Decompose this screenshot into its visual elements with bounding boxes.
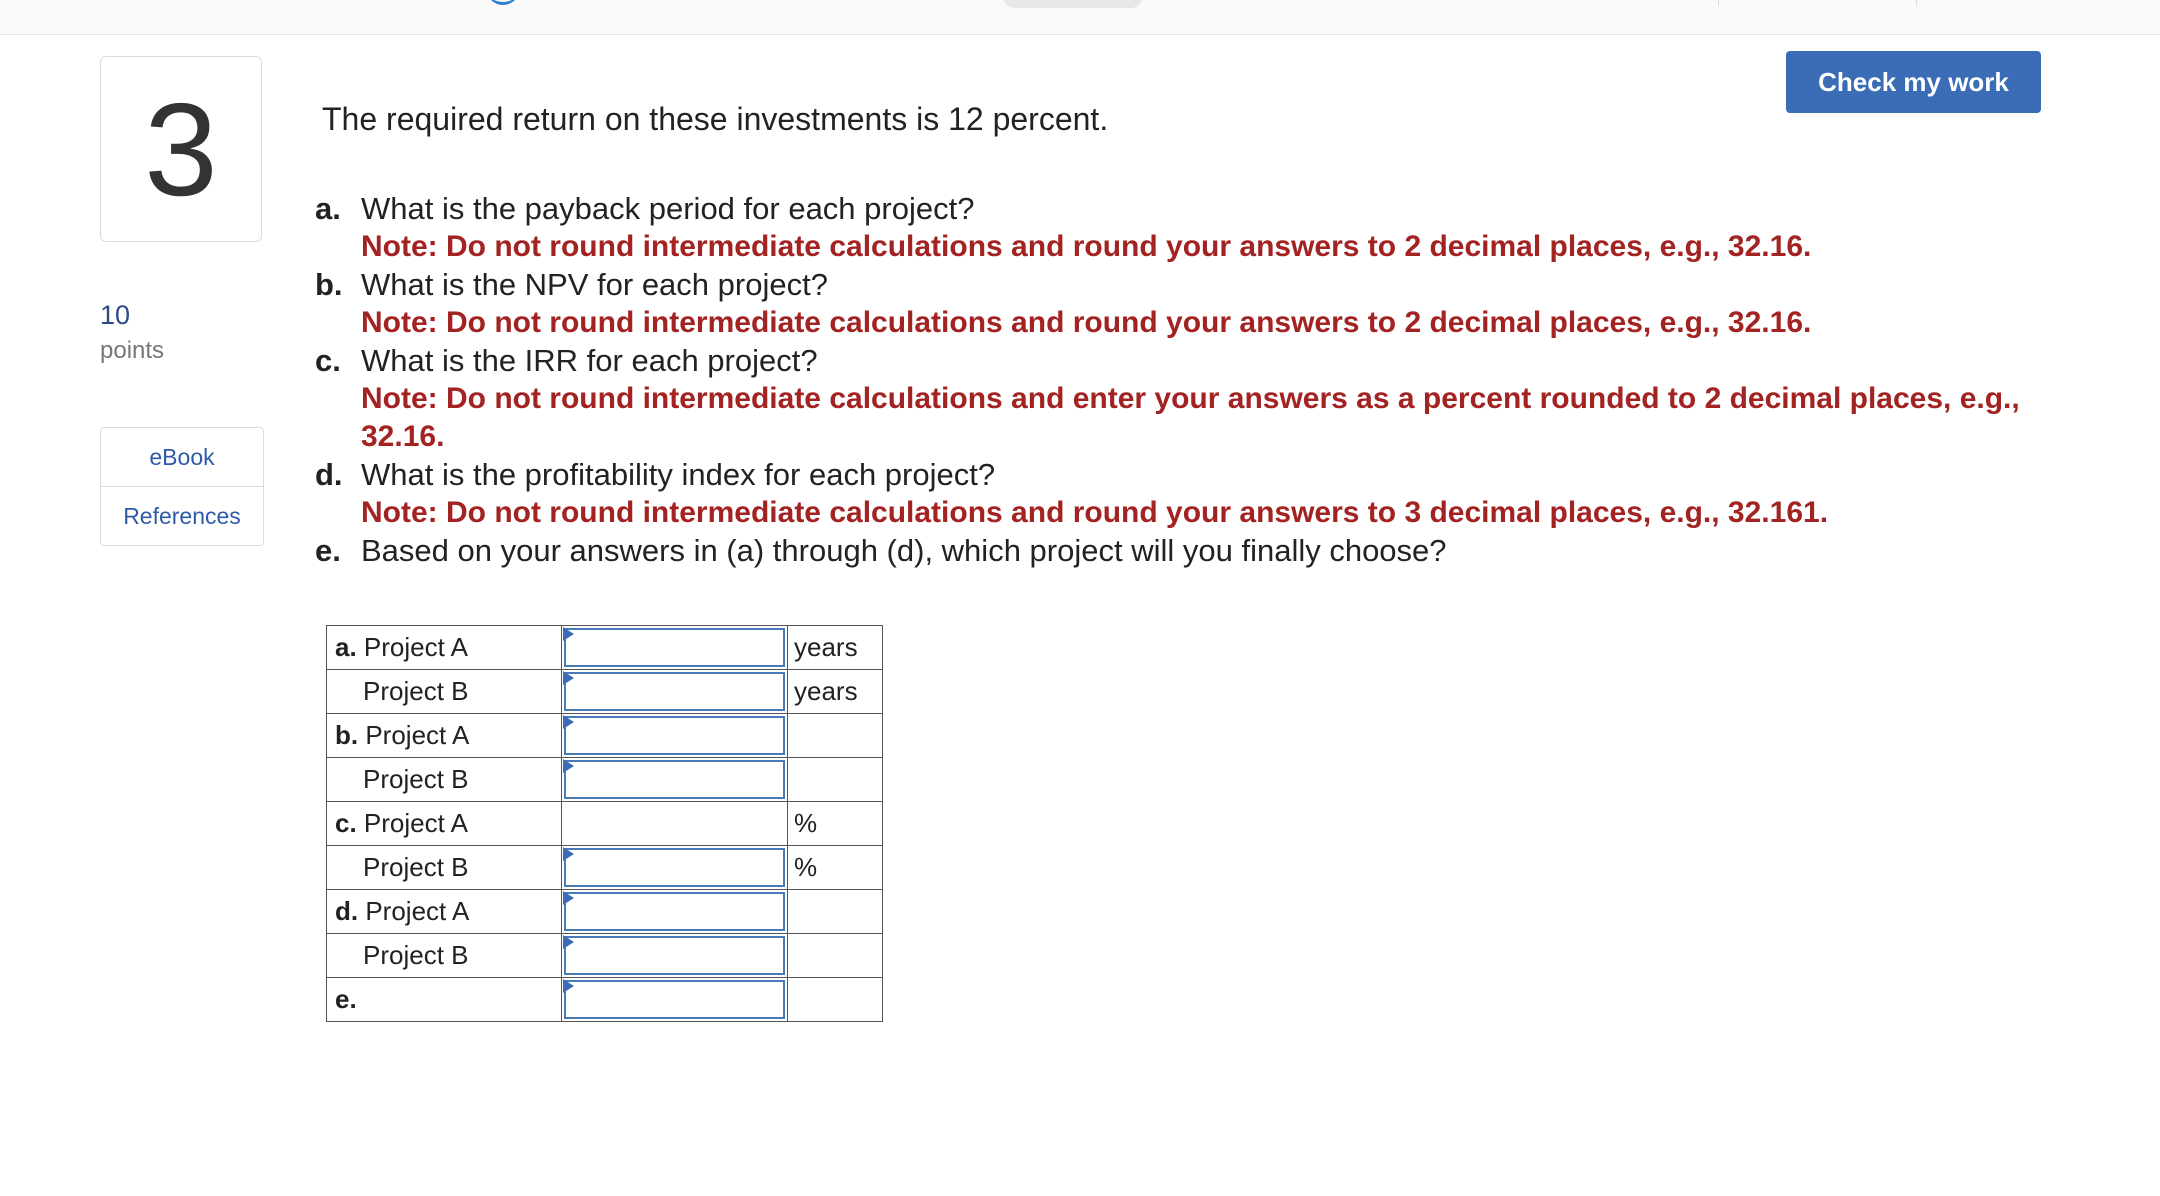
input-flag-icon: [563, 979, 574, 993]
input-flag-icon: [563, 935, 574, 949]
row-label: [327, 934, 562, 978]
table-row: [327, 890, 883, 934]
row-label-text: Project B: [363, 940, 469, 970]
question-letter: e.: [315, 533, 341, 568]
unit-label: [788, 890, 883, 934]
question-letter: b.: [315, 267, 343, 302]
answer-cell: [562, 670, 788, 714]
row-label-text: Project B: [363, 852, 469, 882]
question-note: Note: Do not round intermediate calculations and round your answers to 3 decimal places, e.g., 32.161.: [361, 496, 1829, 529]
answer-input[interactable]: [564, 980, 785, 1019]
row-label: [327, 714, 562, 758]
question-letter: a.: [315, 191, 341, 226]
question-text: What is the payback period for each project?: [361, 191, 975, 226]
row-prefix: e.: [335, 984, 357, 1014]
question-number: 3: [100, 56, 262, 242]
input-flag-icon: [563, 715, 574, 729]
table-row: [327, 934, 883, 978]
topbar-divider: [1916, 0, 1917, 6]
unit-label: [788, 934, 883, 978]
check-my-work-button[interactable]: Check my work: [1786, 51, 2041, 113]
answer-cell: [562, 890, 788, 934]
row-prefix: b.: [335, 720, 359, 750]
references-button[interactable]: References: [101, 486, 263, 545]
row-label: [327, 758, 562, 802]
question-text: What is the NPV for each project?: [361, 267, 828, 302]
unit-label: [788, 978, 883, 1022]
answer-input[interactable]: [564, 936, 785, 975]
row-label: [327, 846, 562, 890]
row-prefix: c.: [335, 808, 357, 838]
ebook-button[interactable]: eBook: [149, 443, 215, 470]
table-row: [327, 670, 883, 714]
row-label-text: Project A: [363, 808, 468, 838]
question-e: [315, 532, 2055, 570]
intro-text-clipped: [322, 104, 1522, 146]
table-row: [327, 758, 883, 802]
row-prefix: d.: [335, 896, 359, 926]
unit-label: years: [788, 626, 883, 670]
answer-input[interactable]: [564, 848, 785, 887]
row-label: [327, 626, 562, 670]
question-note: Note: Do not round intermediate calculations and round your answers to 2 decimal places, e.g., 32.16.: [361, 306, 1812, 339]
question-list: [315, 190, 2055, 570]
nav-tab-pill[interactable]: [1003, 0, 1143, 8]
row-label: [327, 802, 562, 846]
row-label: [327, 890, 562, 934]
question-note: Note: Do not round intermediate calculations and round your answers to 2 decimal places, e.g., 32.16.: [361, 230, 1812, 263]
answer-cell: [562, 934, 788, 978]
answer-input[interactable]: [564, 716, 785, 755]
table-row: [327, 846, 883, 890]
resource-links: [100, 427, 264, 546]
question-letter: c.: [315, 343, 341, 378]
input-flag-icon: [563, 847, 574, 861]
question-d: [315, 456, 2055, 494]
table-row: [327, 802, 883, 846]
answer-table: [326, 625, 883, 1022]
table-row: [327, 978, 883, 1022]
topbar-divider: [1718, 0, 1719, 6]
answer-input[interactable]: [564, 672, 785, 711]
points-label: points: [100, 337, 165, 364]
unit-label: %: [788, 846, 883, 890]
row-label-text: Project A: [365, 896, 470, 926]
unit-label: %: [788, 802, 883, 846]
row-label-text: Project A: [365, 720, 470, 750]
question-b: [315, 266, 2055, 304]
row-label: [327, 978, 562, 1022]
progress-arc: [486, 0, 520, 5]
top-bar: [0, 0, 2160, 35]
question-note: Note: Do not round intermediate calculations and enter your answers as a percent rounded to 2 decimal places, e.g., 32.16.: [361, 382, 2020, 453]
table-row: [327, 714, 883, 758]
intro-text: The required return on these investments is 12 percent.: [322, 104, 1109, 137]
question-c: [315, 342, 2055, 380]
row-label: [327, 670, 562, 714]
answer-cell: [562, 714, 788, 758]
answer-cell: [562, 846, 788, 890]
answer-input[interactable]: [564, 892, 785, 931]
question-a: [315, 190, 2055, 228]
answer-cell: [562, 802, 788, 846]
input-flag-icon: [563, 627, 574, 641]
question-text: What is the IRR for each project?: [361, 343, 818, 378]
input-flag-icon: [563, 759, 574, 773]
row-label-text: Project B: [363, 764, 469, 794]
input-flag-icon: [563, 891, 574, 905]
unit-label: years: [788, 670, 883, 714]
answer-input[interactable]: [564, 760, 785, 799]
question-text: Based on your answers in (a) through (d), which project will you finally choose?: [361, 533, 1447, 568]
answer-cell: [562, 978, 788, 1022]
question-text: What is the profitability index for each project?: [361, 457, 996, 492]
question-letter: d.: [315, 457, 343, 492]
unit-label: [788, 714, 883, 758]
input-flag-icon: [563, 671, 574, 685]
unit-label: [788, 758, 883, 802]
answer-cell: [562, 626, 788, 670]
row-label-text: Project A: [363, 632, 468, 662]
answer-input[interactable]: [564, 628, 785, 667]
table-row: [327, 626, 883, 670]
answer-cell: [562, 758, 788, 802]
points-value: 10: [100, 300, 131, 330]
row-prefix: a.: [335, 632, 357, 662]
row-label-text: Project B: [363, 676, 469, 706]
